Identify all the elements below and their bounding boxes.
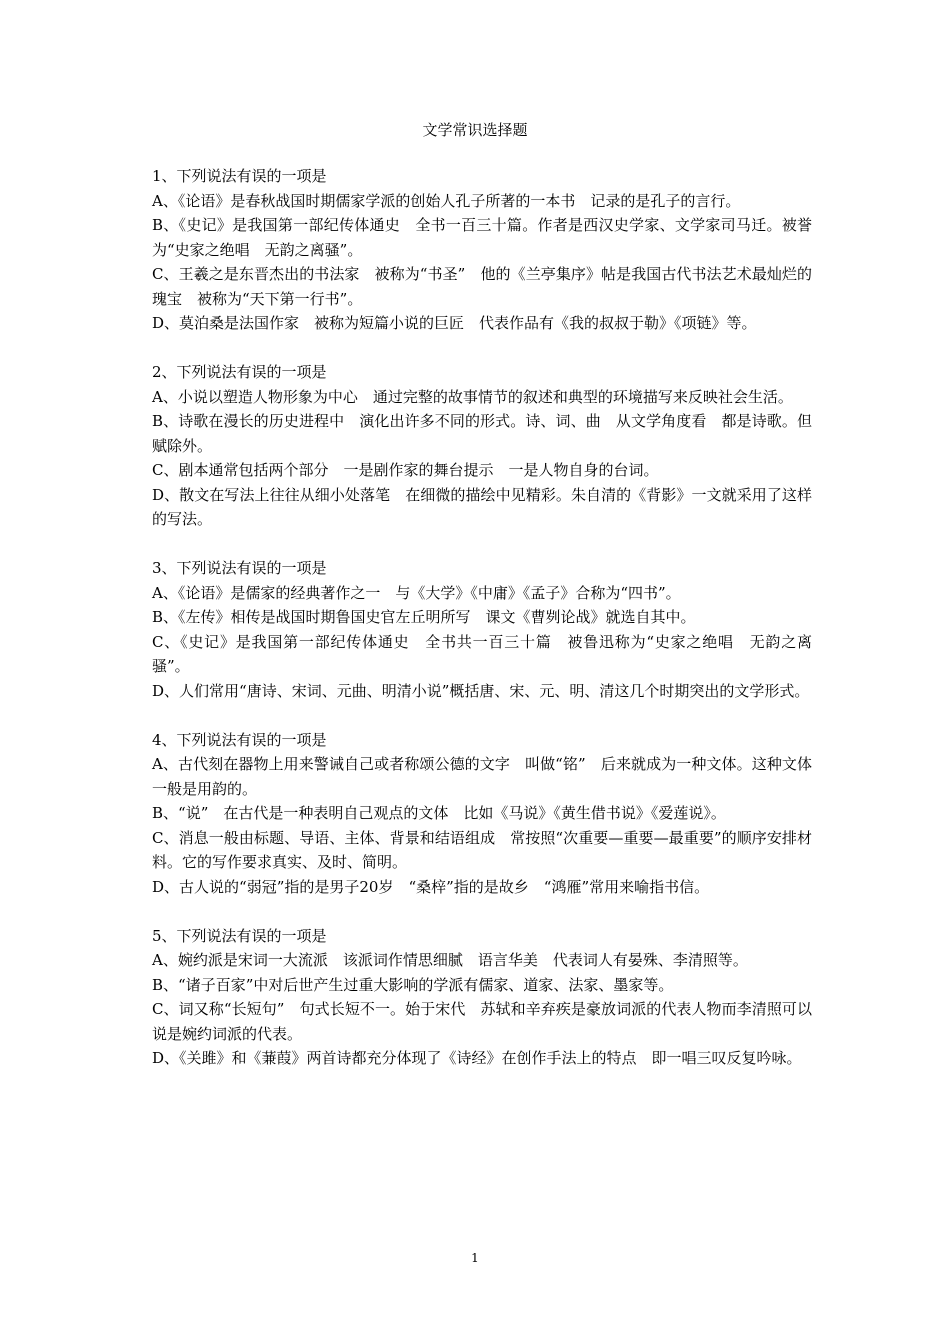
option-b: B、“诸子百家”中对后世产生过重大影响的学派有儒家、道家、法家、墨家等。 — [152, 975, 674, 994]
option-b: B、“说” 在古代是一种表明自己观点的文体 比如《马说》《黄生借书说》《爱莲说》。 — [152, 804, 726, 822]
document-title: 文学常识选择题 — [422, 121, 528, 139]
option-c: C、消息一般由标题、导语、主体、背景和结语组成 常按照“次重要—重要—最重要”的顺序安排材料。它的写作要求真实、及时、简明。 — [152, 828, 812, 871]
option-d: D、古人说的“弱冠”指的是男子20岁 “桑梓”指的是故乡 “鸿雁”常用来喻指书信。 — [152, 877, 710, 896]
option-d: D、莫泊桑是法国作家 被称为短篇小说的巨匠 代表作品有《我的叔叔于勒》《项链》等。 — [152, 314, 757, 332]
question-stem: 1、下列说法有误的一项是 — [152, 167, 327, 185]
option-b: B、《史记》是我国第一部纪传体通史 全书一百三十篇。作者是西汉史学家、文学家司马迁。被誉为“史家之绝唱 无韵之离骚”。 — [152, 216, 812, 259]
question-2 — [152, 360, 812, 532]
option-c: C、词又称“长短句” 句式长短不一。始于宋代 苏轼和辛弃疾是豪放词派的代表人物而李清照可以说是婉约词派的代表。 — [152, 1000, 812, 1043]
option-b: B、《左传》相传是战国时期鲁国史官左丘明所写 课文《曹刿论战》就选自其中。 — [152, 608, 696, 626]
question-3 — [152, 556, 812, 703]
page-number: 1 — [471, 1251, 479, 1265]
question-stem: 5、下列说法有误的一项是 — [152, 926, 327, 945]
option-c: C、王羲之是东晋杰出的书法家 被称为“书圣” 他的《兰亭集序》帖是我国古代书法艺术最灿烂的瑰宝 被称为“天下第一行书”。 — [152, 265, 812, 308]
option-c: C、剧本通常包括两个部分 一是剧作家的舞台提示 一是人物自身的台词。 — [152, 461, 659, 479]
option-d: D、人们常用“唐诗、宋词、元曲、明清小说”概括唐、宋、元、明、清这几个时期突出的文学形式。 — [152, 681, 810, 700]
option-a: A、古代刻在器物上用来警诫自己或者称颂公德的文字 叫做“铭” 后来就成为一种文体。这种文体一般是用韵的。 — [152, 755, 812, 798]
question-4 — [152, 728, 812, 900]
question-1 — [152, 164, 812, 336]
option-a: A、《论语》是儒家的经典著作之一 与《大学》《中庸》《孟子》合称为“四书”。 — [152, 583, 681, 602]
question-stem: 2、下列说法有误的一项是 — [152, 363, 327, 381]
option-a: A、小说以塑造人物形象为中心 通过完整的故事情节的叙述和典型的环境描写来反映社会生活。 — [152, 387, 793, 406]
question-list — [152, 164, 812, 1095]
option-b: B、诗歌在漫长的历史进程中 演化出许多不同的形式。诗、词、曲 从文学角度看 都是诗歌。但赋除外。 — [152, 412, 812, 455]
question-stem: 3、下列说法有误的一项是 — [152, 559, 327, 577]
question-stem: 4、下列说法有误的一项是 — [152, 730, 327, 749]
option-d: D、《关雎》和《蒹葭》两首诗都充分体现了《诗经》在创作手法上的特点 即一唱三叹反复吟咏。 — [152, 1049, 802, 1067]
option-a: A、《论语》是春秋战国时期儒家学派的创始人孔子所著的一本书 记录的是孔子的言行。 — [152, 191, 741, 210]
option-d: D、散文在写法上往往从细小处落笔 在细微的描绘中见精彩。朱自清的《背影》一文就采用了这样的写法。 — [152, 485, 812, 528]
question-5 — [152, 924, 812, 1071]
option-c: C、《史记》是我国第一部纪传体通史 全书共一百三十篇 被鲁迅称为“史家之绝唱 无韵之离骚”。 — [152, 632, 812, 675]
option-a: A、婉约派是宋词一大流派 该派词作情思细腻 语言华美 代表词人有晏殊、李清照等。 — [152, 951, 748, 969]
